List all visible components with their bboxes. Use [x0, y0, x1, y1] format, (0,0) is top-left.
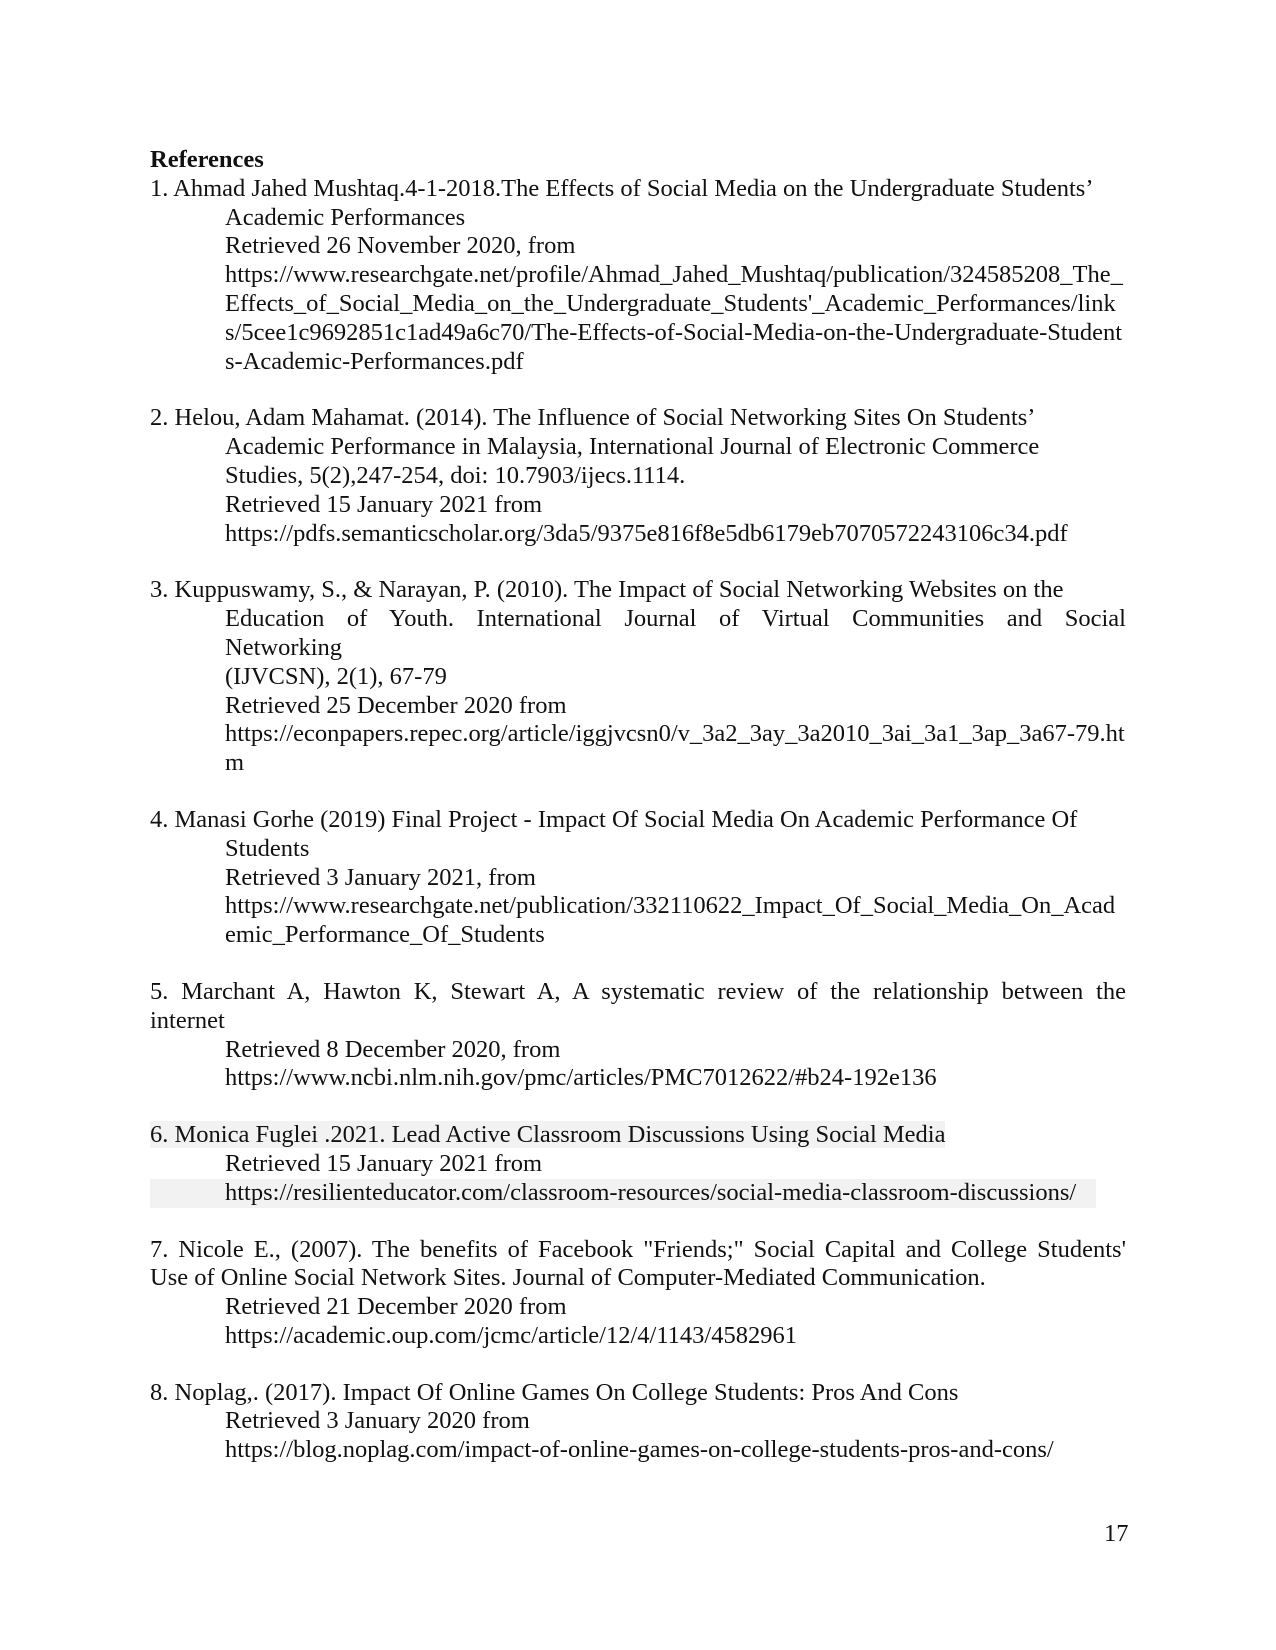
reference-detail-line: Education of Youth. International Journal of Virtual Communities and Social: [225, 605, 1126, 633]
reference-url[interactable]: https://academic.oup.com/jcmc/article/12/4/1143/4582961: [225, 1321, 797, 1349]
reference-retrieved-line: Retrieved 3 January 2020 from: [225, 1407, 530, 1435]
reference-retrieved-line: Retrieved 21 December 2020 from: [225, 1293, 567, 1321]
page-number: 17: [1104, 1520, 1129, 1547]
reference-url[interactable]: https://resilienteducator.com/classroom-resources/social-media-classroom-discussions/: [150, 1179, 1096, 1208]
reference-retrieved-line: Retrieved 15 January 2021 from: [225, 490, 543, 518]
reference-detail-line: Students: [225, 834, 310, 862]
reference-item-7: [150, 1236, 1126, 1351]
reference-title-line: 2. Helou, Adam Mahamat. (2014). The Influence of Social Networking Sites On Students’: [150, 404, 1036, 432]
reference-url[interactable]: https://pdfs.semanticscholar.org/3da5/9375e816f8e5db6179eb7070572243106c34.pdf: [225, 519, 1068, 547]
reference-item-8: [150, 1379, 1126, 1465]
reference-title-continuation: Use of Online Social Network Sites. Journal of Computer-Mediated Communication.: [150, 1264, 986, 1292]
reference-detail-line: Academic Performance in Malaysia, International Journal of Electronic Commerce: [225, 433, 1040, 461]
reference-item-5: [150, 978, 1126, 1093]
reference-url[interactable]: https://www.researchgate.net/publication/332110622_Impact_Of_Social_Media_On_Academic_Performance_Of_Students: [225, 892, 1116, 949]
reference-retrieved-line: Retrieved 15 January 2021 from: [225, 1149, 543, 1177]
reference-title-line: 5. Marchant A, Hawton K, Stewart A, A systematic review of the relationship between the: [150, 977, 1126, 1005]
reference-detail-line: Networking: [225, 633, 343, 661]
reference-title-line: 4. Manasi Gorhe (2019) Final Project - Impact Of Social Media On Academic Performance Of: [150, 805, 1078, 833]
reference-retrieved-line: Retrieved 8 December 2020, from: [225, 1035, 561, 1063]
reference-title-line: 1. Ahmad Jahed Mushtaq.4-1-2018.The Effects of Social Media on the Undergraduate Students’: [150, 174, 1094, 202]
reference-detail-line: (IJVCSN), 2(1), 67-79: [225, 662, 447, 690]
reference-retrieved-line: Retrieved 26 November 2020, from: [225, 232, 576, 260]
reference-detail-line: Studies, 5(2),247-254, doi: 10.7903/ijecs.1114.: [225, 461, 686, 489]
reference-url[interactable]: https://blog.noplag.com/impact-of-online-games-on-college-students-pros-and-cons/: [225, 1436, 1054, 1464]
references-heading: References: [150, 146, 264, 173]
reference-url[interactable]: https://www.researchgate.net/profile/Ahmad_Jahed_Mushtaq/publication/324585208_The_Effects_of_Social_Media_on_the_Undergraduate_Students'_Academic_Performances/links/5cee1c9692851c1ad49a6c70/The-Effects-of-Social-Media-on-the-Undergraduate-Students-Academic-Performances.pdf: [225, 261, 1123, 375]
references-page: [150, 146, 1126, 1465]
reference-item-6: [150, 1121, 1126, 1207]
reference-retrieved-line: Retrieved 25 December 2020 from: [225, 691, 567, 719]
reference-title-line: [150, 1121, 1126, 1150]
reference-title-continuation: internet: [150, 1006, 225, 1034]
reference-detail-line: Academic Performances: [225, 203, 466, 231]
reference-item-4: [150, 806, 1126, 950]
reference-retrieved-line: Retrieved 3 January 2021, from: [225, 863, 536, 891]
reference-item-1: [150, 175, 1126, 377]
reference-item-3: [150, 576, 1126, 778]
reference-title-line: 3. Kuppuswamy, S., & Narayan, P. (2010). The Impact of Social Networking Websites on the: [150, 576, 1064, 604]
reference-url[interactable]: https://www.ncbi.nlm.nih.gov/pmc/articles/PMC7012622/#b24-192e136: [225, 1064, 937, 1092]
reference-url[interactable]: https://econpapers.repec.org/article/iggjvcsn0/v_3a2_3ay_3a2010_3ai_3a1_3ap_3a67-79.htm: [225, 720, 1125, 777]
reference-title-line: 8. Noplag,. (2017). Impact Of Online Games On College Students: Pros And Cons: [150, 1378, 959, 1406]
reference-item-2: [150, 404, 1126, 548]
reference-title-text: 6. Monica Fuglei .2021. Lead Active Classroom Discussions Using Social Media: [150, 1121, 946, 1149]
reference-title-line: 7. Nicole E., (2007). The benefits of Facebook "Friends;" Social Capital and College Students': [150, 1235, 1126, 1263]
